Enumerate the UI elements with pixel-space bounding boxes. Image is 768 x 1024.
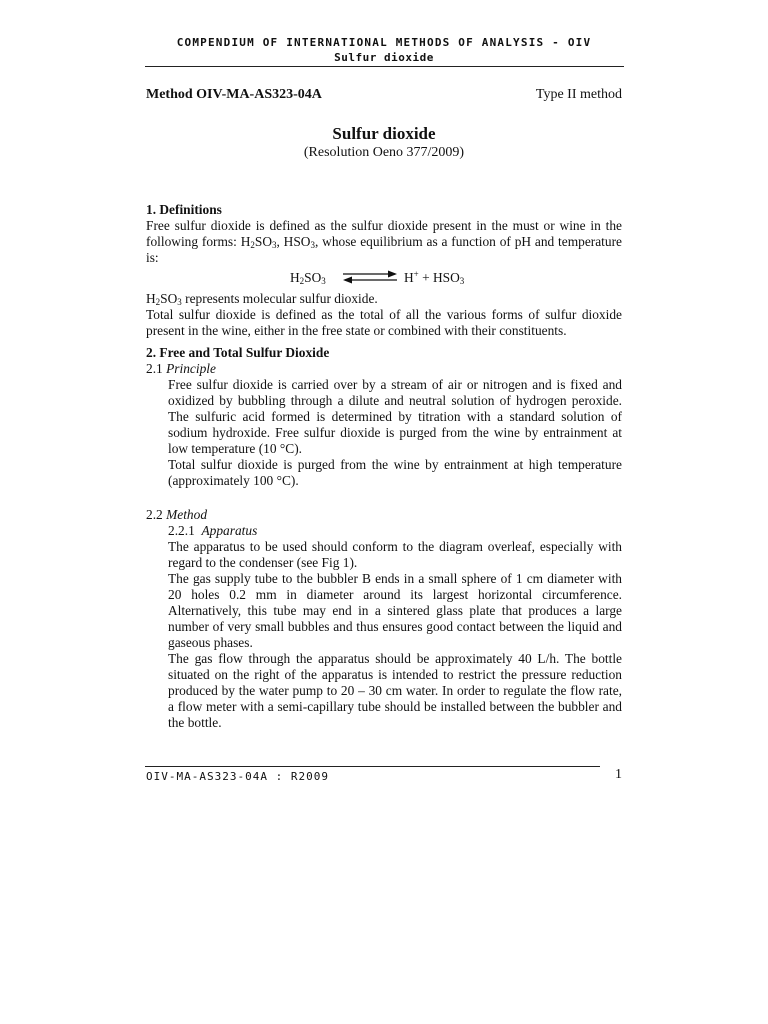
subsection-2-2-heading: 2.2 Method (146, 507, 208, 522)
definition-total-so2: Total sulfur dioxide is defined as the total of all the various forms of sulfur dioxide present in the wine, either in the free state or combined with their constituents. (146, 307, 622, 338)
equilibrium-arrows-icon (341, 268, 399, 286)
apparatus-paragraph-3: The gas flow through the apparatus should be approximately 40 L/h. The bottle situated on the right of the apparatus is intended to restrict the pressure reduction produced by the water pump to 20 – 30 cm water. In order to regulate the flow rate, a flow meter with a semi-capillary tube should be installed between the bubbler and the bottle. (168, 651, 622, 730)
method-code: Method OIV-MA-AS323-04A (146, 87, 322, 102)
subsection-2-2-1-heading: 2.2.1 Apparatus (168, 523, 258, 538)
subsection-2-1-heading: 2.1 Principle (146, 361, 216, 376)
footer-document-code: OIV-MA-AS323-04A : R2009 (146, 770, 329, 783)
section-1-heading: 1. Definitions (146, 202, 222, 217)
section-2-heading: 2. Free and Total Sulfur Dioxide (146, 345, 330, 360)
equilibrium-equation (146, 268, 622, 288)
apparatus-paragraph-1: The apparatus to be used should conform to the diagram overleaf, especially with regard to the condenser (see Fig 1). (168, 539, 622, 570)
equation-right: $H^+ + HSO_3$ (404, 269, 465, 286)
page-title: Sulfur dioxide (332, 124, 436, 143)
running-header-title: COMPENDIUM OF INTERNATIONAL METHODS OF ANALYSIS - OIV (176, 36, 592, 49)
document-body (146, 202, 622, 731)
header-rule (145, 66, 624, 67)
footer-rule (145, 766, 600, 767)
principle-paragraph-1: Free sulfur dioxide is carried over by a stream of air or nitrogen and is fixed and oxidized by bubbling through a dilute and neutral solution of hydrogen peroxide. The sulfuric acid formed is determined by titration with a standard solution of sodium hydroxide. Free sulfur dioxide is purged from the wine by entrainment at low temperature (10 °C). (168, 377, 622, 456)
molecular-so2-note: $H_2SO_3$ represents molecular sulfur dioxide. (146, 291, 378, 307)
method-type: Type II method (535, 87, 622, 102)
equation-left: $H_2SO_3$ (290, 270, 326, 286)
page-subtitle: (Resolution Oeno 377/2009) (303, 145, 465, 160)
running-header-subtitle: Sulfur dioxide (334, 51, 434, 64)
definition-free-so2: Free sulfur dioxide is defined as the sulfur dioxide present in the must or wine in the following forms: $H_2SO_3$, $HSO_3$, whose equilibrium as a function of pH and temperature is: (146, 218, 622, 265)
apparatus-paragraph-2: The gas supply tube to the bubbler B ends in a small sphere of 1 cm diameter with 20 holes 0.2 mm in diameter around its largest horizontal circumference. Alternatively, this tube may end in a sintered glass plate that produces a large number of very small bubbles and thus ensures good contact between the liquid and gaseous phases. (168, 571, 622, 650)
principle-paragraph-2: Total sulfur dioxide is purged from the wine by entrainment at high temperature (approximately 100 °C). (168, 457, 622, 488)
page-number: 1 (615, 767, 622, 782)
